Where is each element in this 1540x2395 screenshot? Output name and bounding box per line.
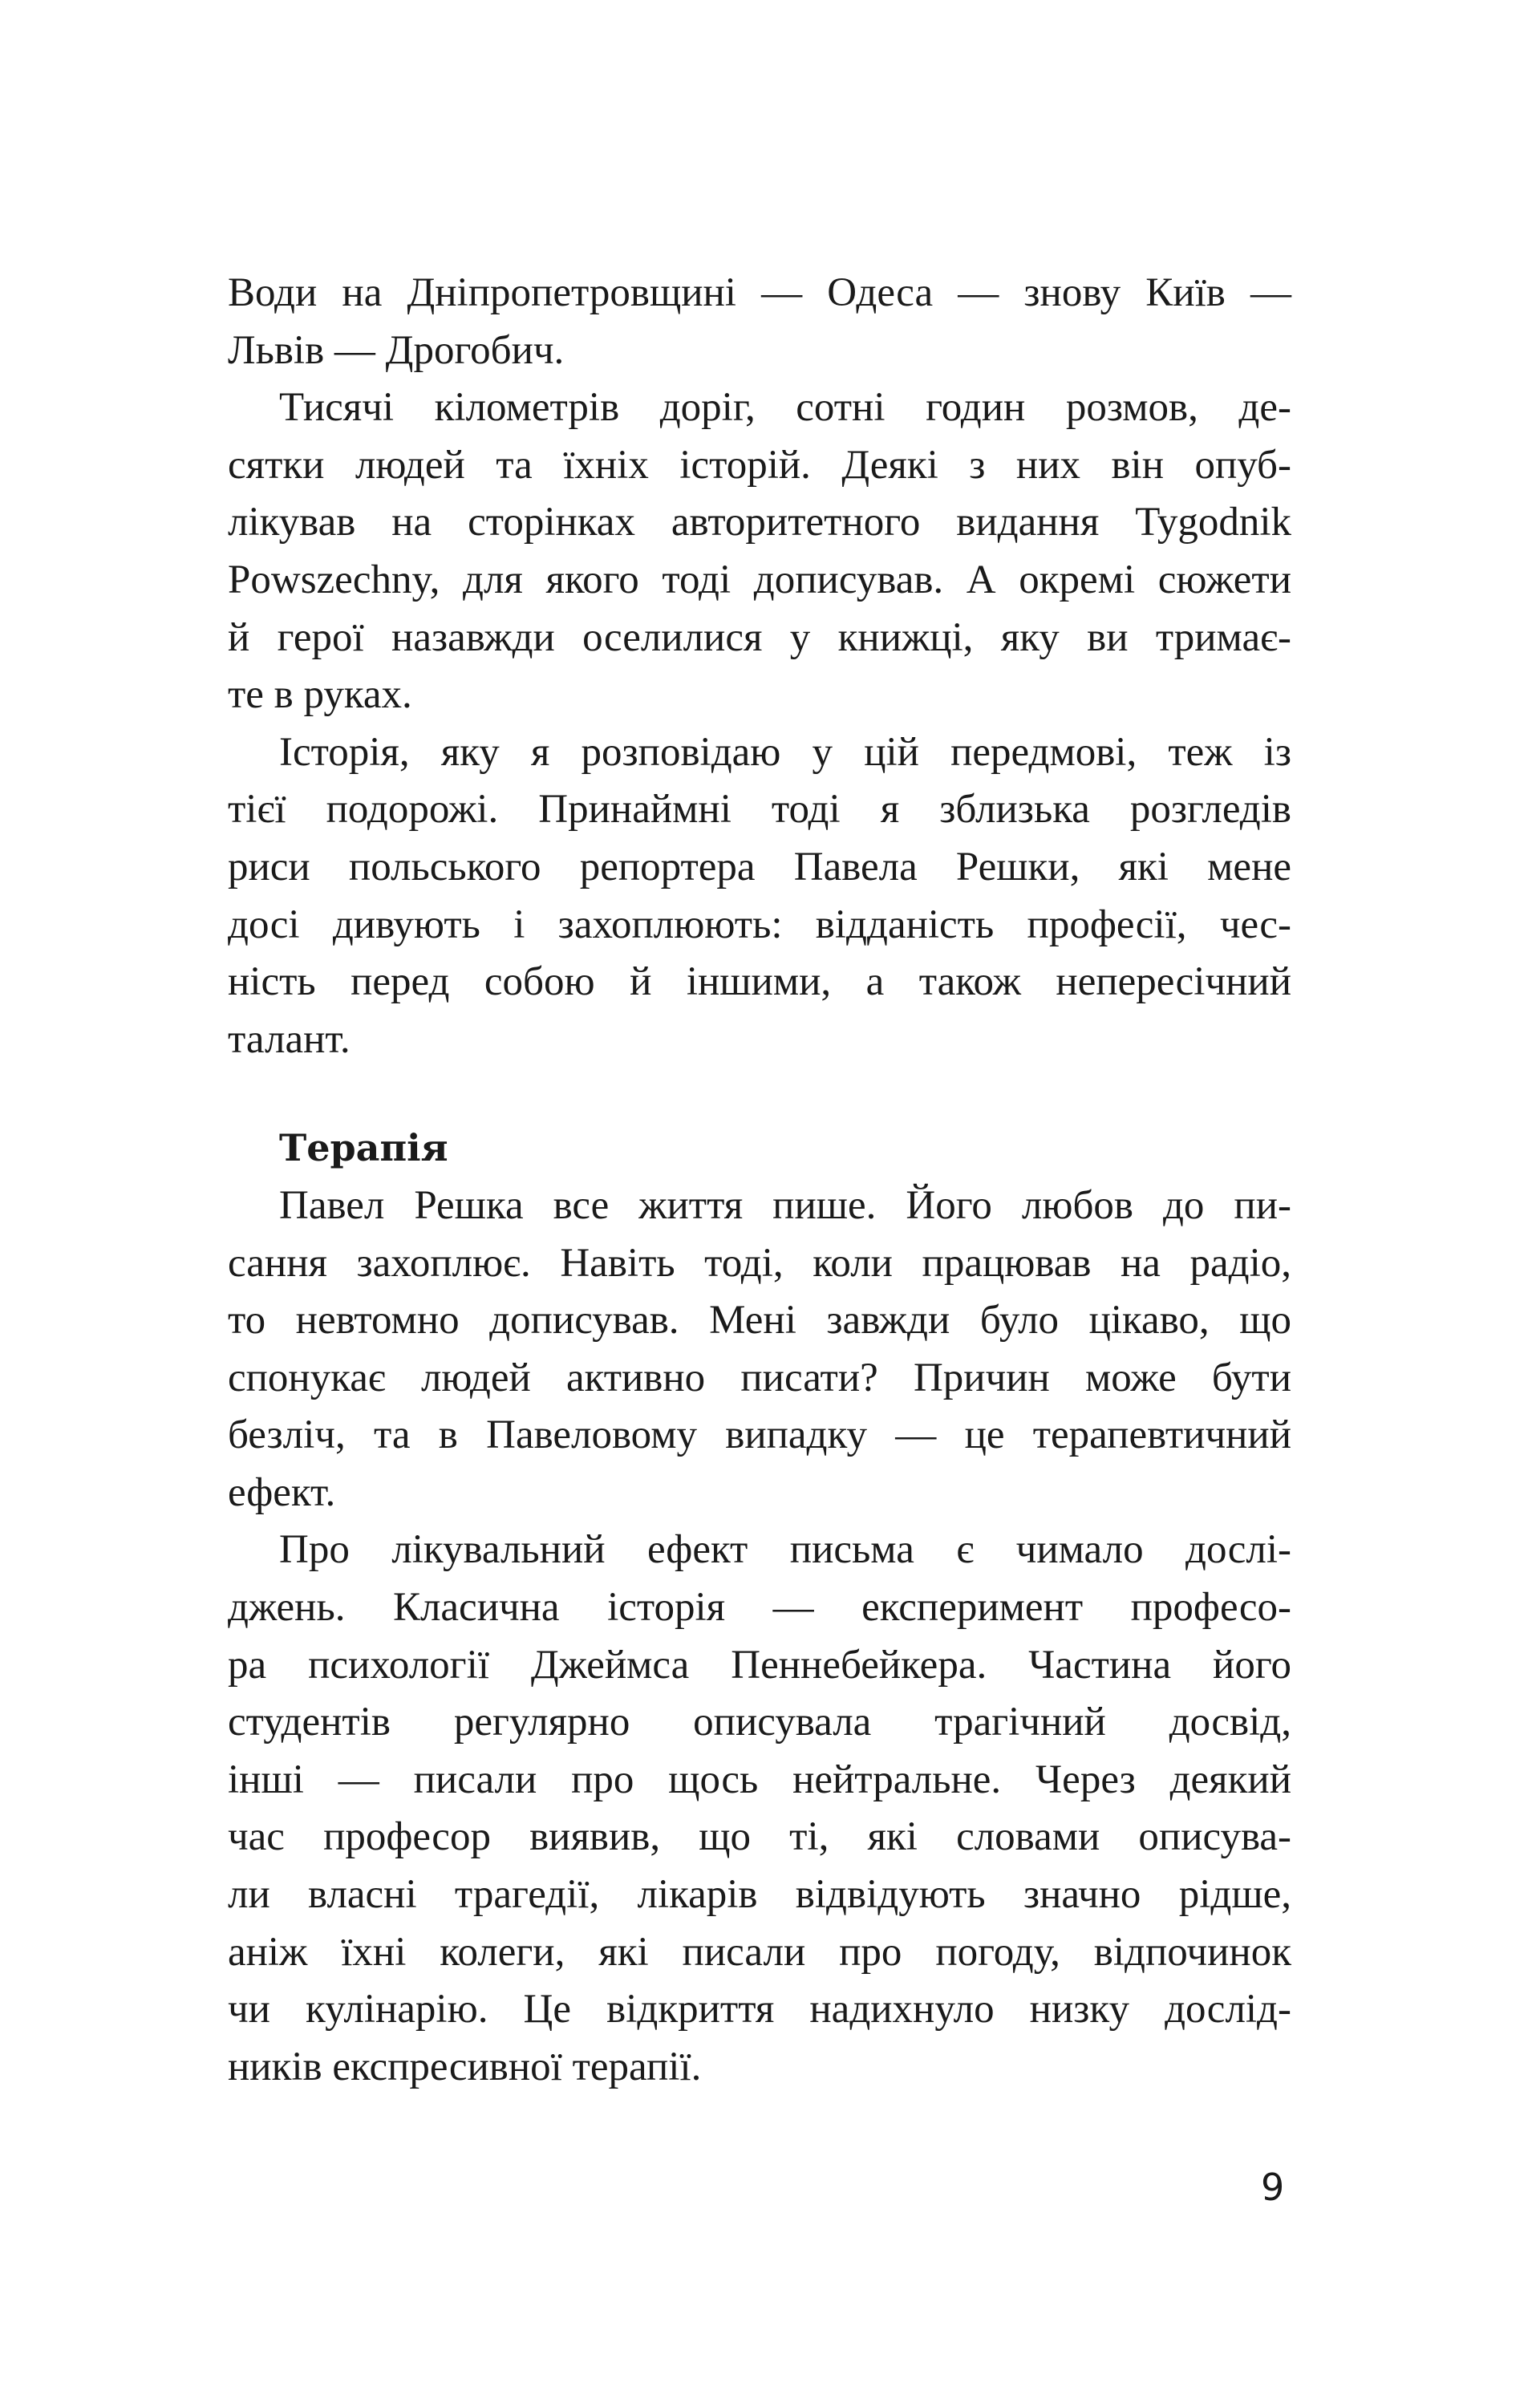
- section-heading: Терапія: [279, 1126, 448, 1170]
- text-line: Павел Решка все життя пише. Його любов до пи-: [279, 1182, 1291, 1228]
- text-line: риси польського репортера Павела Решки, які мене: [228, 844, 1291, 890]
- text-line: джень. Класична історія — експеримент професо-: [228, 1585, 1291, 1631]
- text-line: ників експресивної терапії.: [228, 2044, 702, 2089]
- text-line: тієї подорожі. Принаймні тоді я зблизька розгледів: [228, 787, 1291, 833]
- paragraph: [228, 1522, 1291, 2096]
- text-line: студентів регулярно описувала трагічний досвід,: [228, 1700, 1291, 1745]
- text-line: Води на Дніпропетровщині — Одеса — знову Київ —: [228, 270, 1291, 315]
- text-line: Тисячі кілометрів доріг, сотні годин розмов, де-: [279, 385, 1291, 431]
- text-line: ли власні трагедії, лікарів відвідують значно рідше,: [228, 1872, 1291, 1918]
- text-line: інші — писали про щось нейтральне. Через деякий: [228, 1757, 1291, 1802]
- text-line: чи кулінарію. Це відкриття надихнуло низку дослід-: [228, 1987, 1291, 2032]
- section-gap: [228, 1068, 1291, 1120]
- text-line: талант.: [228, 1016, 351, 1062]
- paragraph: [228, 724, 1291, 1069]
- paragraph: [228, 379, 1291, 724]
- text-line: ність перед собою й іншими, а також непересічний: [228, 959, 1291, 1005]
- text-line: ефект.: [228, 1469, 336, 1515]
- text-line: Львів — Дрогобич.: [228, 327, 565, 373]
- paragraph: [228, 1177, 1291, 1522]
- text-line: ра психології Джеймса Пеннебейкера. Частина його: [228, 1642, 1291, 1688]
- text-line: Про лікувальний ефект письма є чимало дослі-: [279, 1527, 1291, 1573]
- text-line: аніж їхні колеги, які писали про погоду, відпочинок: [228, 1929, 1291, 1975]
- paragraph: [228, 265, 1291, 379]
- text-line: те в руках.: [228, 672, 412, 718]
- text-line: Powszechny, для якого тоді дописував. А окремі сюжети: [228, 557, 1291, 602]
- text-line: лікував на сторінках авторитетного видання Tygodnik: [228, 500, 1291, 545]
- text-line: то невтомно дописував. Мені завжди було цікаво, що: [228, 1298, 1291, 1343]
- text-line: сятки людей та їхніх історій. Деякі з них він опуб-: [228, 442, 1291, 488]
- page-number: 9: [1261, 2166, 1285, 2209]
- text-line: спонукає людей активно писати? Причин може бути: [228, 1355, 1291, 1400]
- page-body: [228, 265, 1291, 2096]
- text-line: час професор виявив, що ті, які словами описува-: [228, 1814, 1291, 1860]
- text-line: сання захоплює. Навіть тоді, коли працював на радіо,: [228, 1240, 1291, 1286]
- text-line: й герої назавжди оселилися у книжці, яку ви тримає-: [228, 614, 1291, 660]
- text-line: Історія, яку я розповідаю у цій передмові, теж із: [279, 729, 1291, 775]
- text-line: безліч, та в Павеловому випадку — це терапевтичний: [228, 1412, 1291, 1458]
- text-line: досі дивують і захоплюють: відданість професії, чес-: [228, 902, 1291, 947]
